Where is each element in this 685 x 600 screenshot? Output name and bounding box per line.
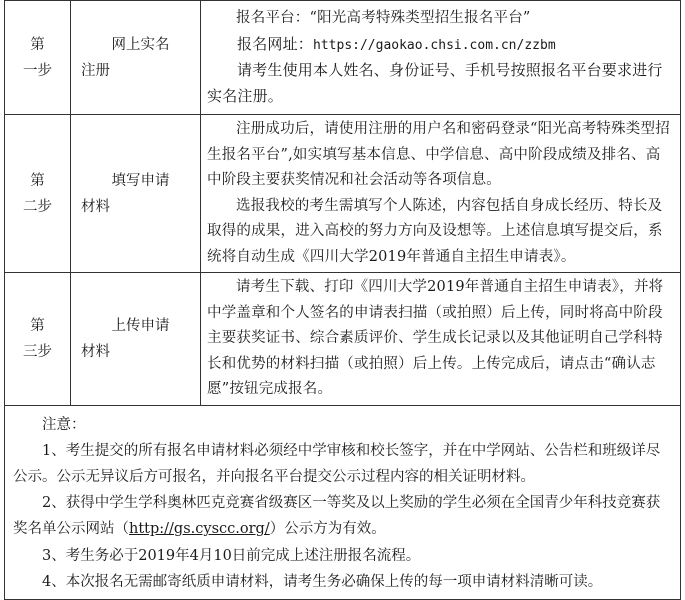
note-item-4: 4、本次报名无需邮寄纸质申请材料，请考生务必确保上传的每一项申请材料清晰可读。: [42, 573, 603, 590]
step-name-2: 填写申请 材料: [71, 115, 201, 273]
platform-line: 报名平台：“阳光高考特殊类型招生报名平台”: [236, 10, 531, 26]
step3-paragraph-1: 请考生下载、打印《四川大学2019年普通自主招生申请表》，并将中学盖章和个人签名的申请表扫描（或拍照）后上传，同时将高中阶段主要获奖证书、综合素质评价、学生成长记录以及其他证明自己学科特长和优势的材料扫描（或拍照）后上传。上传完成后，请点击“确认志愿”按钮完成报名。: [207, 279, 664, 397]
step-row-2: [5, 115, 681, 273]
note-item-1: 1、考生提交的所有报名申请材料必须经中学审核和校长签字，并在中学网站、公告栏和班级详尽公示。公示无异议后方可报名，并向报名平台提交公示过程内容的相关证明材料。: [13, 442, 661, 485]
step-row-1: [5, 1, 681, 115]
step-content-2: [201, 115, 681, 273]
competition-site-link[interactable]: http://gs.cyscc.org/: [129, 521, 270, 538]
registration-steps-table: [4, 0, 681, 600]
url-line: 报名网址：https://gaokao.chsi.com.cn/zzbm: [237, 34, 556, 53]
notes-row: [5, 405, 681, 599]
step2-paragraph-1: 注册成功后，请使用注册的用户名和密码登录“阳光高考特殊类型招生报名平台”,如实填写基本信息、中学信息、高中阶段成绩及排名、高中阶段主要获奖情况和社会活动等各项信息。: [207, 121, 670, 188]
note-item-3: 3、考生务必于2019年4月10日前完成上述注册报名流程。: [42, 547, 421, 564]
step-number-1: 第 一步: [5, 1, 71, 115]
notes-cell: [5, 405, 681, 599]
step-number-3: 第 三步: [5, 273, 71, 406]
step2-paragraph-2: 选报我校的考生需填写个人陈述，内容包括自身成长经历、特长及取得的成果，进入高校的努力方向及设想等。上述信息填写提交后，系统将自动生成《四川大学2019年普通自主招生申请表》。: [207, 197, 663, 265]
step-content-3: [201, 273, 681, 406]
register-instruction: 请考生使用本人姓名、身份证号、手机号按照报名平台要求进行实名注册。: [207, 61, 663, 105]
step-content-1: [201, 1, 681, 115]
step-row-3: [5, 273, 681, 406]
step-name-1: 网上实名 注册: [71, 1, 201, 115]
step-name-3: 上传申请 材料: [71, 273, 201, 406]
registration-url[interactable]: https://gaokao.chsi.com.cn/zzbm: [313, 37, 556, 53]
notes-title: 注意：: [42, 416, 86, 433]
note-item-2: 2、获得中学生学科奥林匹克竞赛省级赛区一等奖及以上奖励的学生必须在全国青少年科技竞赛获奖名单公示网站（http://gs.cyscc.org/）公示方为有效。: [13, 495, 661, 538]
step-number-2: 第 二步: [5, 115, 71, 273]
